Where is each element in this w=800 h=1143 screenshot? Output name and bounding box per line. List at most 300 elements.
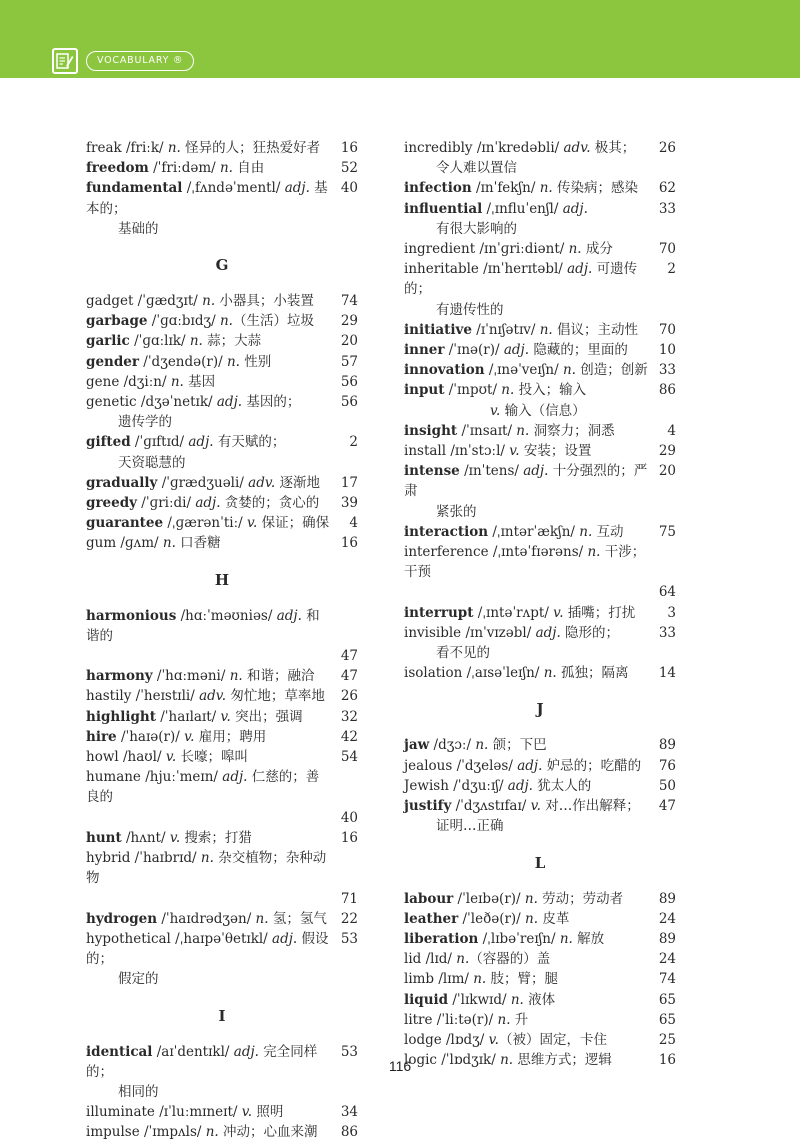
page-reference: 39 [340,495,358,512]
part-of-speech: n. [170,373,184,390]
phonetic: /ˌaɪsəˈleɪʃn/ [462,665,544,682]
page-reference: 2 [667,261,676,278]
section-letter: I [218,1006,226,1025]
headword: hybrid [86,850,131,867]
part-of-speech: adj. [272,930,298,947]
vocab-entry [404,542,676,603]
definition: 匆忙地；草率地 [226,688,325,705]
page-reference: 71 [340,890,358,907]
phonetic: /ˈdʒeləs/ [452,757,518,774]
headword: limb [404,971,435,988]
phonetic: /hɑːˈməʊniəs/ [176,607,277,624]
part-of-speech: n. [524,890,538,907]
vocab-entry [86,727,358,747]
definition: 照明 [252,1104,284,1121]
vocab-entry [86,606,358,667]
definition: 和谐；融洽 [242,668,315,685]
definition-continued [404,219,648,239]
page-reference: 50 [658,777,676,794]
headword: ingredient [404,241,476,258]
headword: harmonious [86,607,177,624]
part-of-speech: n. [539,321,553,338]
page-reference: 16 [658,1052,676,1069]
page-reference: 74 [658,971,676,988]
headword: input [404,382,445,399]
definition: 杂交植物；杂种动物 [86,850,327,887]
definition-continued [404,158,648,178]
vocab-entry [404,340,676,360]
vocab-entry [404,380,676,420]
page-reference: 4 [667,422,676,439]
part-of-speech: n. [539,180,553,197]
headword: hastily [86,688,132,705]
headword: impulse [86,1124,140,1141]
phonetic: /ˌhaɪpəˈθetɪkl/ [170,930,273,947]
vocab-entry [404,522,676,542]
definition: 仁慈的；善良的 [86,769,320,806]
phonetic: /ɡʌm/ [116,535,163,552]
definition-continued [404,643,648,663]
part-of-speech: n. [568,241,582,258]
page-reference: 89 [658,890,676,907]
definition: 冲动；心血来潮 [218,1124,318,1141]
headword: gifted [86,434,131,451]
headword: Jewish [404,777,449,794]
part-of-speech: n. [510,991,524,1008]
part-of-speech: n. [162,535,176,552]
part-of-speech: n. [167,140,181,156]
part-of-speech: n. [255,910,269,927]
vocab-entry [86,311,358,331]
part-of-speech: n. [229,668,243,685]
vocab-entry [86,828,358,848]
phonetic: /lɪd/ [421,951,457,968]
headword: gradually [86,474,158,491]
part-of-speech: n. [516,422,530,439]
phonetic: /ˈlɪkwɪd/ [448,991,511,1008]
part-of-speech: v. [220,708,231,725]
part-of-speech: v. [241,1104,253,1121]
phonetic: /ɪˈnɪʃətɪv/ [471,321,540,338]
part-of-speech: adj. [562,200,588,217]
headword: infection [404,180,472,197]
definition: 雇用；聘用 [194,728,267,745]
part-of-speech: adj. [216,394,243,411]
vocab-entry [86,473,358,493]
part-of-speech: n. [587,544,601,561]
definition-continued-text: 看不见的 [436,645,490,662]
phonetic: /ˈheɪstɪli/ [131,688,200,705]
phonetic: /ˌfʌndəˈmentl/ [182,180,285,197]
definition: 怪异的人；狂热爱好者 [180,140,321,156]
page-reference: 70 [658,321,676,338]
headword: freedom [86,160,149,177]
part-of-speech: adj. [195,495,221,512]
part-of-speech: v. [509,443,520,460]
page-reference: 86 [340,1124,358,1141]
page-reference: 53 [340,1043,358,1060]
vocab-entry [404,178,676,198]
vocab-entry [404,623,676,663]
definition: 液体 [523,991,556,1008]
vocab-entry [86,493,358,513]
phonetic: /ˈhaɪə(r)/ [116,728,185,745]
phonetic: /ˌɪnəˈveɪʃn/ [484,362,563,379]
definition: 极其； [590,140,636,156]
page-reference: 47 [340,668,358,685]
definition: 干涉；干预 [404,544,646,581]
page-reference: 40 [340,180,358,197]
definition: 性别 [239,353,272,370]
phonetic: /ɪnˈɡriːdiənt/ [475,241,569,258]
definition-continued-text: 证明…正确 [436,818,504,835]
part-of-speech: v. [488,1031,499,1048]
vocab-entry [86,513,358,533]
headword: freak [86,140,122,156]
section-letter: J [536,700,544,719]
phonetic: /ɪˈluːmɪneɪt/ [154,1104,242,1121]
definition-continued-text: 天资聪慧的 [118,454,186,471]
headword: liberation [404,930,479,947]
phonetic: /ˈɡædʒɪt/ [133,293,203,310]
vocab-entry [404,929,676,949]
definition: 隐藏的；里面的 [529,342,628,359]
headword: initiative [404,321,472,338]
definition: 氢；氢气 [268,910,327,927]
part-of-speech: v. [165,749,177,766]
headword: howl [86,749,119,766]
headword: gender [86,353,139,370]
headword: interaction [404,523,489,540]
definition-continued [86,453,330,473]
page-reference: 40 [340,809,358,826]
vocab-entry [404,889,676,909]
page-reference: 86 [658,382,676,399]
headword: inheritable [404,261,479,278]
page-reference: 70 [658,241,676,258]
vocab-entry [404,320,676,340]
part-of-speech: n. [562,362,576,379]
page-reference: 14 [658,665,676,682]
vocab-entry [404,239,676,259]
definition: 基本的； [86,180,328,217]
page-reference: 16 [340,140,358,156]
part-of-speech: v. [553,604,564,621]
phonetic: /ɪnˈfekʃn/ [471,180,540,197]
vocab-entry [86,909,358,929]
definition: 解放 [572,930,605,947]
headword: fundamental [86,180,183,197]
headword: garlic [86,333,130,350]
vocab-entry [404,909,676,929]
part-of-speech: adj. [535,624,561,641]
definition: 长嚎；嗥叫 [176,749,248,766]
vocab-entry [86,178,358,239]
part-of-speech: n. [501,382,515,399]
phonetic: /dʒɔː/ [429,737,476,754]
phonetic: /ˌɡærənˈtiː/ [163,515,247,532]
definition-continued-text: 相同的 [118,1083,159,1100]
part-of-speech: v. [169,829,181,846]
vocab-entry [86,1102,358,1122]
page-reference: 65 [658,1011,676,1028]
phonetic: /ˌlɪbəˈreɪʃn/ [478,930,560,947]
phonetic: /dʒəˈnetɪk/ [136,394,217,411]
headword: justify [404,798,452,815]
part-of-speech: adj. [523,463,549,480]
page-reference: 62 [658,180,676,197]
headword: isolation [404,665,463,682]
vocab-entry [404,1030,676,1050]
part-of-speech: n. [525,910,539,927]
phonetic: /ˈɪmpʌls/ [139,1124,206,1141]
vocab-entry [86,686,358,706]
page-reference: 32 [340,708,358,725]
part-of-speech: v. [530,798,541,815]
definition: 安装；设置 [519,443,592,460]
phonetic: /hjuːˈmeɪn/ [140,769,223,786]
definition: 自由 [232,160,265,177]
headword: inner [404,342,445,359]
definition: 孤独；隔离 [556,665,629,682]
definition: 基因的； [242,394,301,411]
part-of-speech: adv. [563,140,591,156]
vocab-entry [404,990,676,1010]
page-reference: 24 [658,910,676,927]
phonetic: /ˈɪnsaɪt/ [457,422,517,439]
page-reference: 20 [340,333,358,350]
page-reference: 33 [658,362,676,379]
page-reference: 56 [340,394,358,411]
vocab-entry [404,756,676,776]
definition: 洞察力；洞悉 [529,422,615,439]
right-column [404,138,676,1070]
headword: hunt [86,829,122,846]
headword: garbage [86,313,148,330]
definition: 成分 [581,241,613,258]
section-letter: G [215,256,229,275]
vocab-entry [404,949,676,969]
phonetic: /ˈlɒdʒɪk/ [436,1052,501,1069]
vocab-entry [86,1122,358,1142]
vocab-entry [404,796,676,836]
headword: hydrogen [86,910,158,927]
page-reference: 3 [667,604,676,621]
phonetic: /ˌɪntəˈrʌpt/ [473,604,554,621]
phonetic: /ˈliːtə(r)/ [432,1011,498,1028]
part-of-speech: adj. [188,434,214,451]
headword: hire [86,728,117,745]
phonetic: /ˈɡrædʒuəli/ [157,474,249,491]
definition-continued-text: 遗传学的 [118,414,172,431]
definition: 插嘴；打扰 [563,604,636,621]
section-letter: L [534,853,546,872]
page-reference: 53 [340,930,358,947]
header-bar [0,0,800,78]
headword: highlight [86,708,156,725]
vocab-entry [404,735,676,755]
page-reference: 26 [340,688,358,705]
definition: 十分强烈的；严肃 [404,463,648,500]
page-reference: 47 [658,798,676,815]
phonetic: /ˈhaɪlaɪt/ [155,708,221,725]
definition: 基因 [183,373,216,390]
definition: （容器的）盖 [469,951,551,968]
vocab-entry [86,767,358,828]
vocab-entry [404,138,676,178]
section-label: VOCABULARY ® [86,51,194,71]
page-reference: 57 [340,353,358,370]
phonetic: /ˈleðə(r)/ [458,910,526,927]
part-of-speech: adj. [233,1043,259,1060]
definition: 口香糖 [175,535,221,552]
phonetic: /dʒiːn/ [119,373,171,390]
phonetic: /ˈleɪbə(r)/ [453,890,525,907]
definition: 皮革 [538,910,570,927]
headword: identical [86,1043,153,1060]
vocab-entry [404,663,676,683]
headword: lodge [404,1031,442,1048]
page-reference: 4 [349,515,358,532]
part-of-speech: n. [497,1011,511,1028]
headword: liquid [404,991,449,1008]
phonetic: /ɪnˈstɔːl/ [446,443,510,460]
headword: genetic [86,394,137,411]
page-reference: 56 [340,373,358,390]
definition: （被）固定，卡住 [498,1031,607,1048]
page-reference: 34 [340,1104,358,1121]
definition-continued [404,401,648,421]
left-column [86,138,358,1143]
definition: 互动 [592,523,624,540]
vocab-entry [86,432,358,472]
headword: harmony [86,668,153,685]
page-reference: 20 [658,463,676,480]
definition: 劳动；劳动者 [537,890,624,907]
part-of-speech: adv. [248,474,276,491]
definition: 对…作出解释； [540,798,640,815]
page-reference: 89 [658,930,676,947]
definition-continued-text: 假定的 [118,971,159,988]
vocab-entry [404,360,676,380]
page-reference: 16 [340,829,358,846]
part-of-speech: adj. [567,261,593,278]
definition: 投入；输入 [514,382,587,399]
page-reference: 10 [658,342,676,359]
vocab-entry [86,291,358,311]
phonetic: /ˌɪntəˈfɪərəns/ [488,544,588,561]
page-reference: 16 [340,535,358,552]
definition: 有天赋的； [213,434,286,451]
definition-continued [86,1082,330,1102]
vocab-entry [86,707,358,727]
part-of-speech: v. [490,402,501,419]
vocab-entry [86,848,358,909]
phonetic: /ˈhɑːməni/ [152,668,230,685]
definition: 突出；强调 [230,708,303,725]
definition: 颌；下巴 [488,737,547,754]
headword: interference [404,544,489,561]
phonetic: /ˈɡɑːbɪdʒ/ [147,313,220,330]
part-of-speech: n. [219,313,233,330]
vocab-entry [404,776,676,796]
page-reference: 24 [658,951,676,968]
phonetic: /ˈdʒuːɪʃ/ [448,777,508,794]
definition: 创造；创新 [575,362,648,379]
notebook-pen-icon [52,48,78,74]
part-of-speech: n. [219,160,233,177]
phonetic: /ɪnˈherɪtəbl/ [478,261,568,278]
vocab-entry [404,461,676,522]
definition: 犹太人的 [532,777,592,794]
page-reference: 64 [658,584,676,601]
phonetic: /ˈhaɪbrɪd/ [130,850,201,867]
page-reference: 33 [658,200,676,217]
vocab-entry [86,372,358,392]
definition: 小器具；小装置 [215,293,314,310]
vocab-entry [404,259,676,320]
part-of-speech: adj. [222,769,248,786]
page-reference: 29 [340,313,358,330]
definition-continued-text: 有很大影响的 [436,220,517,237]
page-reference: 25 [658,1031,676,1048]
vocab-entry [86,666,358,686]
definition: 和谐的 [86,607,320,644]
definition: 妒忌的；吃醋的 [542,757,642,774]
vocab-entry [404,199,676,239]
page-reference: 54 [340,749,358,766]
page-reference: 74 [340,293,358,310]
part-of-speech: adj. [284,180,310,197]
headword: influential [404,200,483,217]
definition-continued [86,219,330,239]
definition: 完全同样的； [86,1043,318,1080]
page-number: 116 [388,1058,412,1074]
phonetic: /ɪnˈvɪzəbl/ [461,624,536,641]
definition: 思维方式；逻辑 [513,1052,612,1069]
headword: labour [404,890,454,907]
definition: 倡议；主动性 [552,321,639,338]
part-of-speech: adj. [507,777,533,794]
part-of-speech: n. [559,930,573,947]
page-reference: 76 [658,757,676,774]
phonetic: /ˈɡɑːlɪk/ [129,333,190,350]
definition-continued [86,412,330,432]
headword: humane [86,769,141,786]
definition: 升 [510,1011,529,1028]
headword: gadget [86,293,134,310]
phonetic: /ˈɡɪftɪd/ [130,434,189,451]
page-reference: 26 [658,140,676,156]
part-of-speech: adj. [276,607,302,624]
part-of-speech: n. [475,737,489,754]
headword: lid [404,951,422,968]
page-reference: 42 [340,728,358,745]
definition-continued-text: 有遗传性的 [436,301,504,318]
headword: jealous [404,757,453,774]
definition-continued-text: 紧张的 [436,503,477,520]
vocab-entry [86,392,358,432]
vocab-entry [86,747,358,767]
vocab-entry [404,1010,676,1030]
part-of-speech: v. [246,515,258,532]
part-of-speech: v. [184,728,195,745]
page-reference: 17 [340,474,358,491]
vocab-entry [86,158,358,178]
part-of-speech: n. [579,523,593,540]
definition: 肢；臂；腿 [486,971,559,988]
part-of-speech: n. [456,951,470,968]
